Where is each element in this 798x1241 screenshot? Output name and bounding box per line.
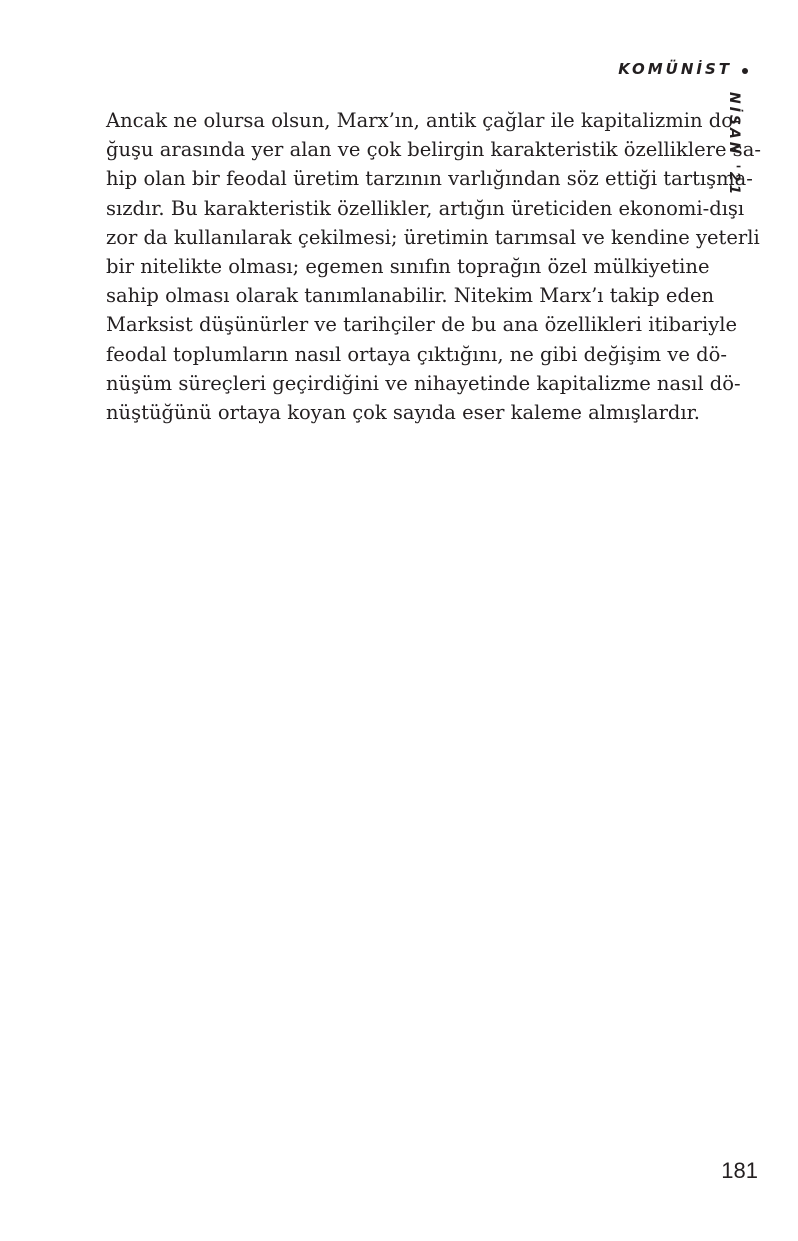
text-line: Marksist düşünürler ve tarihçiler de bu ana özellikleri itibariyle (106, 313, 737, 337)
text-line: zor da kullanılarak çekilmesi; üretimin tarımsal ve kendine yeterli (106, 225, 760, 249)
page-number: 181 (721, 1158, 758, 1183)
text-line: nüştüğünü ortaya koyan çok sayıda eser kaleme almışlardır. (106, 401, 700, 425)
journal-title: KOMÜNİST (618, 60, 732, 78)
text-line: sahip olması olarak tanımlanabilir. Nitekim Marx’ı takip eden (106, 284, 715, 308)
text-line: feodal toplumların nasıl ortaya çıktığını, ne gibi değişim ve dö- (106, 342, 727, 366)
bullet-icon (742, 68, 748, 74)
text-line: hip olan bir feodal üretim tarzının varlığından söz ettiği tartışma- (106, 167, 753, 191)
text-line: nüşüm süreçleri geçirdiğini ve nihayetinde kapitalizme nasıl dö- (106, 371, 741, 395)
text-line: bir nitelikte olması; egemen sınıfın toprağın özel mülkiyetine (106, 255, 710, 279)
text-line: Ancak ne olursa olsun, Marx’ın, antik çağlar ile kapitalizmin do- (106, 109, 740, 132)
text-line: sızdır. Bu karakteristik özellikler, artığın üreticiden ekonomi-dışı (106, 196, 745, 220)
running-header (618, 60, 748, 78)
issue-date-label: NİSAN '21 (726, 92, 742, 198)
text-line: ğuşu arasında yer alan ve çok belirgin karakteristik özelliklere sa- (106, 138, 761, 162)
